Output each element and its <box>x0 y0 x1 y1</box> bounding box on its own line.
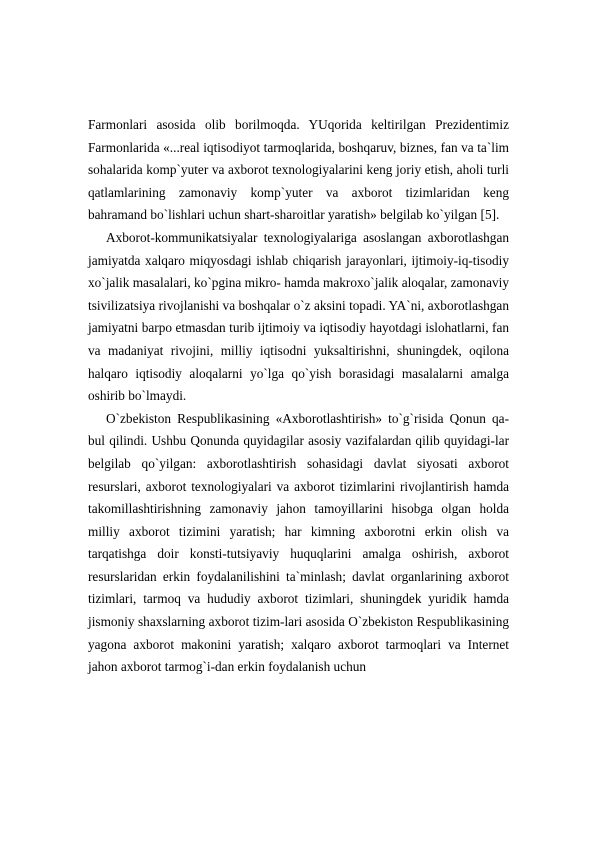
paragraph-3: O`zbekiston Respublikasining «Axborotlashtirish» to`g`risida Qonun qa-bul qilindi. Ushbu Qonunda quyidagilar asosiy vazifalardan qilib quyidagi-lar belgilab qo`yilgan: axborotlashtirish sohasidagi davlat siyosati axborot resurslari, axborot texnologiyalari va axborot tizimlarini rivojlantirish hamda takomillashtirishning zamonaviy jahon tamoyillarini hisobga olgan holda milliy axborot tizimini yaratish; har kimning axborotni erkin olish va tarqatishga doir konsti-tutsiyaviy huquqlarini amalga oshirish, axborot resurslaridan erkin foydalanilishini ta`minlash; davlat organlarining axborot tizimlari, tarmoq va hududiy axborot tizimlari, shuningdek yuridik hamda jismoniy shaxslarning axborot tizim-lari asosida O`zbekiston Respublikasining yagona axborot makonini yaratish; xalqaro axborot tarmoqlari va Internet jahon axborot tarmog`i-dan erkin foydalanish uchun <box>88 410 509 675</box>
document-page <box>88 114 509 679</box>
paragraph-1: Farmonlari asosida olib borilmoqda. YUqorida keltirilgan Prezidentimiz Farmonlarida «...real iqtisodiyot tarmoqlarida, boshqaruv, biznes, fan va ta`lim sohalarida komp`yuter va axborot texnologiyalarini keng joriy etish, aholi turli qatlamlarining zamonaviy komp`yuter va axborot tizimlaridan keng bahramand bo`lishlari uchun shart-sharoitlar yaratish» belgilab ko`yilgan [5]. <box>88 117 509 223</box>
paragraph-2: Axborot-kommunikatsiyalar texnologiyalariga asoslangan axborotlashgan jamiyatda xalqaro miqyosdagi ishlab chiqarish jarayonlari, ijtimoiy-iq-tisodiy xo`jalik masalalari, ko`pgina mikro- hamda makroxo`jalik aloqalar, zamonaviy tsivilizatsiya rivojlanishi va boshqalar o`z aksini topadi. YA`ni, axborotlashgan jamiyatni barpo etmasdan turib ijtimoiy va iqtisodiy hayotdagi islohatlarni, fan va madaniyat rivojini, milliy iqtisodni yuksaltirishni, shuningdek, oqilona halqaro iqtisodiy aloqalarni yo`lga qo`yish borasidagi masalalarni amalga oshirib bo`lmaydi. <box>88 229 509 404</box>
